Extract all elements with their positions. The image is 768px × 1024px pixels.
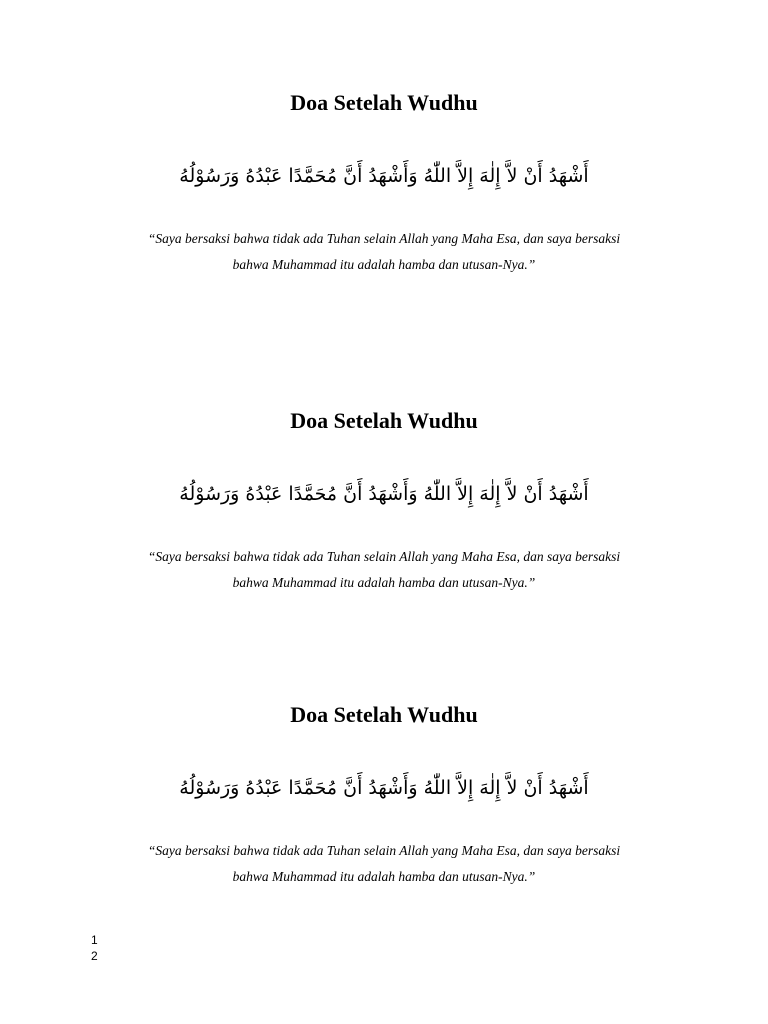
page-numbers xyxy=(91,932,98,964)
arabic-prayer: أَشْهَدُ أَنْ لاَّ إِلٰهَ إِلاَّ اللّٰهُ وَأَشْهَدُ أَنَّ مُحَمَّدًا عَبْدُهُ وَرَسُوْلُهُ xyxy=(179,483,589,505)
doa-block-1 xyxy=(0,90,768,278)
translation-line-2: bahwa Muhammad itu adalah hamba dan utusan-Nya.” xyxy=(232,575,536,590)
page-number-1: 1 xyxy=(91,933,98,947)
arabic-prayer: أَشْهَدُ أَنْ لاَّ إِلٰهَ إِلاَّ اللّٰهُ وَأَشْهَدُ أَنَّ مُحَمَّدًا عَبْدُهُ وَرَسُوْلُهُ xyxy=(179,165,589,187)
doa-title: Doa Setelah Wudhu xyxy=(290,702,478,727)
translation-line-1: “Saya bersaksi bahwa tidak ada Tuhan selain Allah yang Maha Esa, dan saya bersaksi xyxy=(147,231,621,246)
doa-title: Doa Setelah Wudhu xyxy=(290,90,478,115)
translation-line-1: “Saya bersaksi bahwa tidak ada Tuhan selain Allah yang Maha Esa, dan saya bersaksi xyxy=(147,843,621,858)
arabic-prayer: أَشْهَدُ أَنْ لاَّ إِلٰهَ إِلاَّ اللّٰهُ وَأَشْهَدُ أَنَّ مُحَمَّدًا عَبْدُهُ وَرَسُوْلُهُ xyxy=(179,777,589,799)
translation-line-2: bahwa Muhammad itu adalah hamba dan utusan-Nya.” xyxy=(232,257,536,272)
translation-text xyxy=(104,544,664,596)
doa-block-3 xyxy=(0,702,768,890)
doa-title: Doa Setelah Wudhu xyxy=(290,408,478,433)
doa-block-2 xyxy=(0,408,768,596)
translation-line-2: bahwa Muhammad itu adalah hamba dan utusan-Nya.” xyxy=(232,869,536,884)
translation-text xyxy=(104,226,664,278)
translation-text xyxy=(104,838,664,890)
translation-line-1: “Saya bersaksi bahwa tidak ada Tuhan selain Allah yang Maha Esa, dan saya bersaksi xyxy=(147,549,621,564)
page-number-2: 2 xyxy=(91,949,98,963)
